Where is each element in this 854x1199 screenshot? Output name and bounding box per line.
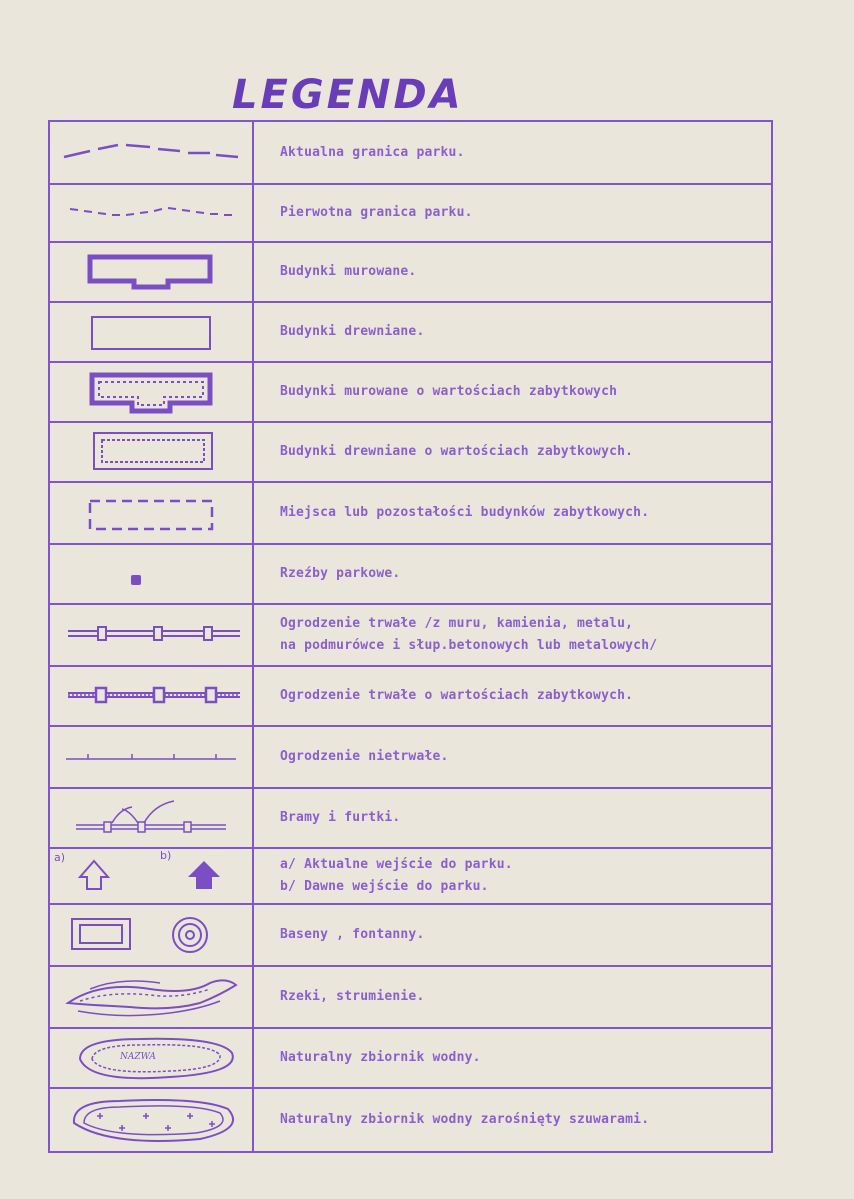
legend-description: Budynki murowane. (253, 242, 772, 302)
dotted-boundary-line-icon (49, 184, 253, 242)
permanent-fence-icon (49, 604, 253, 666)
masonry-building-icon (49, 242, 253, 302)
legend-description: Rzeki, strumienie. (253, 966, 772, 1028)
legend-row (49, 904, 772, 966)
legend-row (49, 242, 772, 302)
legend-row (49, 544, 772, 604)
legend-table (48, 120, 773, 1153)
legend-description: Pierwotna granica parku. (253, 184, 772, 242)
legend-row (49, 422, 772, 482)
legend-description: Ogrodzenie trwałe /z muru, kamienia, metalu, na podmurówce i słup.betonowych lub metalowych/ (253, 604, 772, 666)
legend-row (49, 302, 772, 362)
legend-description: Budynki drewniane. (253, 302, 772, 362)
legend-description: Naturalny zbiornik wodny zarośnięty szuwarami. (253, 1088, 772, 1152)
former-building-site-icon (49, 482, 253, 544)
page-title: LEGENDA (232, 72, 464, 118)
legend-description: Rzeźby parkowe. (253, 544, 772, 604)
pond-name-label: NAZWA (120, 1052, 156, 1062)
legend-description: Bramy i furtki. (253, 788, 772, 848)
legend-description: Ogrodzenie nietrwałe. (253, 726, 772, 788)
legend-row (49, 848, 772, 904)
legend-description: Budynki drewniane o wartościach zabytkowych. (253, 422, 772, 482)
river-stream-icon (49, 966, 253, 1028)
wooden-building-icon (49, 302, 253, 362)
legend-description: Naturalny zbiornik wodny. (253, 1028, 772, 1088)
historic-wooden-building-icon (49, 422, 253, 482)
historic-masonry-building-icon (49, 362, 253, 422)
legend-row (49, 726, 772, 788)
reed-overgrown-pond-icon (49, 1088, 253, 1152)
legend-row (49, 362, 772, 422)
legend-description: Aktualna granica parku. (253, 121, 772, 184)
sculpture-icon (49, 544, 253, 604)
legend-row (49, 1088, 772, 1152)
label-b: b) (160, 849, 172, 862)
legend-row (49, 1028, 772, 1088)
legend-row (49, 966, 772, 1028)
historic-permanent-fence-icon (49, 666, 253, 726)
label-a: a) (54, 851, 66, 864)
gates-icon (49, 788, 253, 848)
legend-row (49, 482, 772, 544)
legend-row (49, 184, 772, 242)
temporary-fence-icon (49, 726, 253, 788)
legend-description: Budynki murowane o wartościach zabytkowych (253, 362, 772, 422)
legend-description: Baseny , fontanny. (253, 904, 772, 966)
legend-row (49, 666, 772, 726)
park-entrance-arrows-icon (49, 848, 253, 904)
legend-row (49, 121, 772, 184)
legend-description: a/ Aktualne wejście do parku. b/ Dawne wejście do parku. (253, 848, 772, 904)
dashed-boundary-line-icon (49, 121, 253, 184)
legend-row (49, 788, 772, 848)
pools-fountains-icon (49, 904, 253, 966)
legend-row (49, 604, 772, 666)
legend-description: Miejsca lub pozostałości budynków zabytkowych. (253, 482, 772, 544)
legend-description: Ogrodzenie trwałe o wartościach zabytkowych. (253, 666, 772, 726)
natural-pond-icon (49, 1028, 253, 1088)
